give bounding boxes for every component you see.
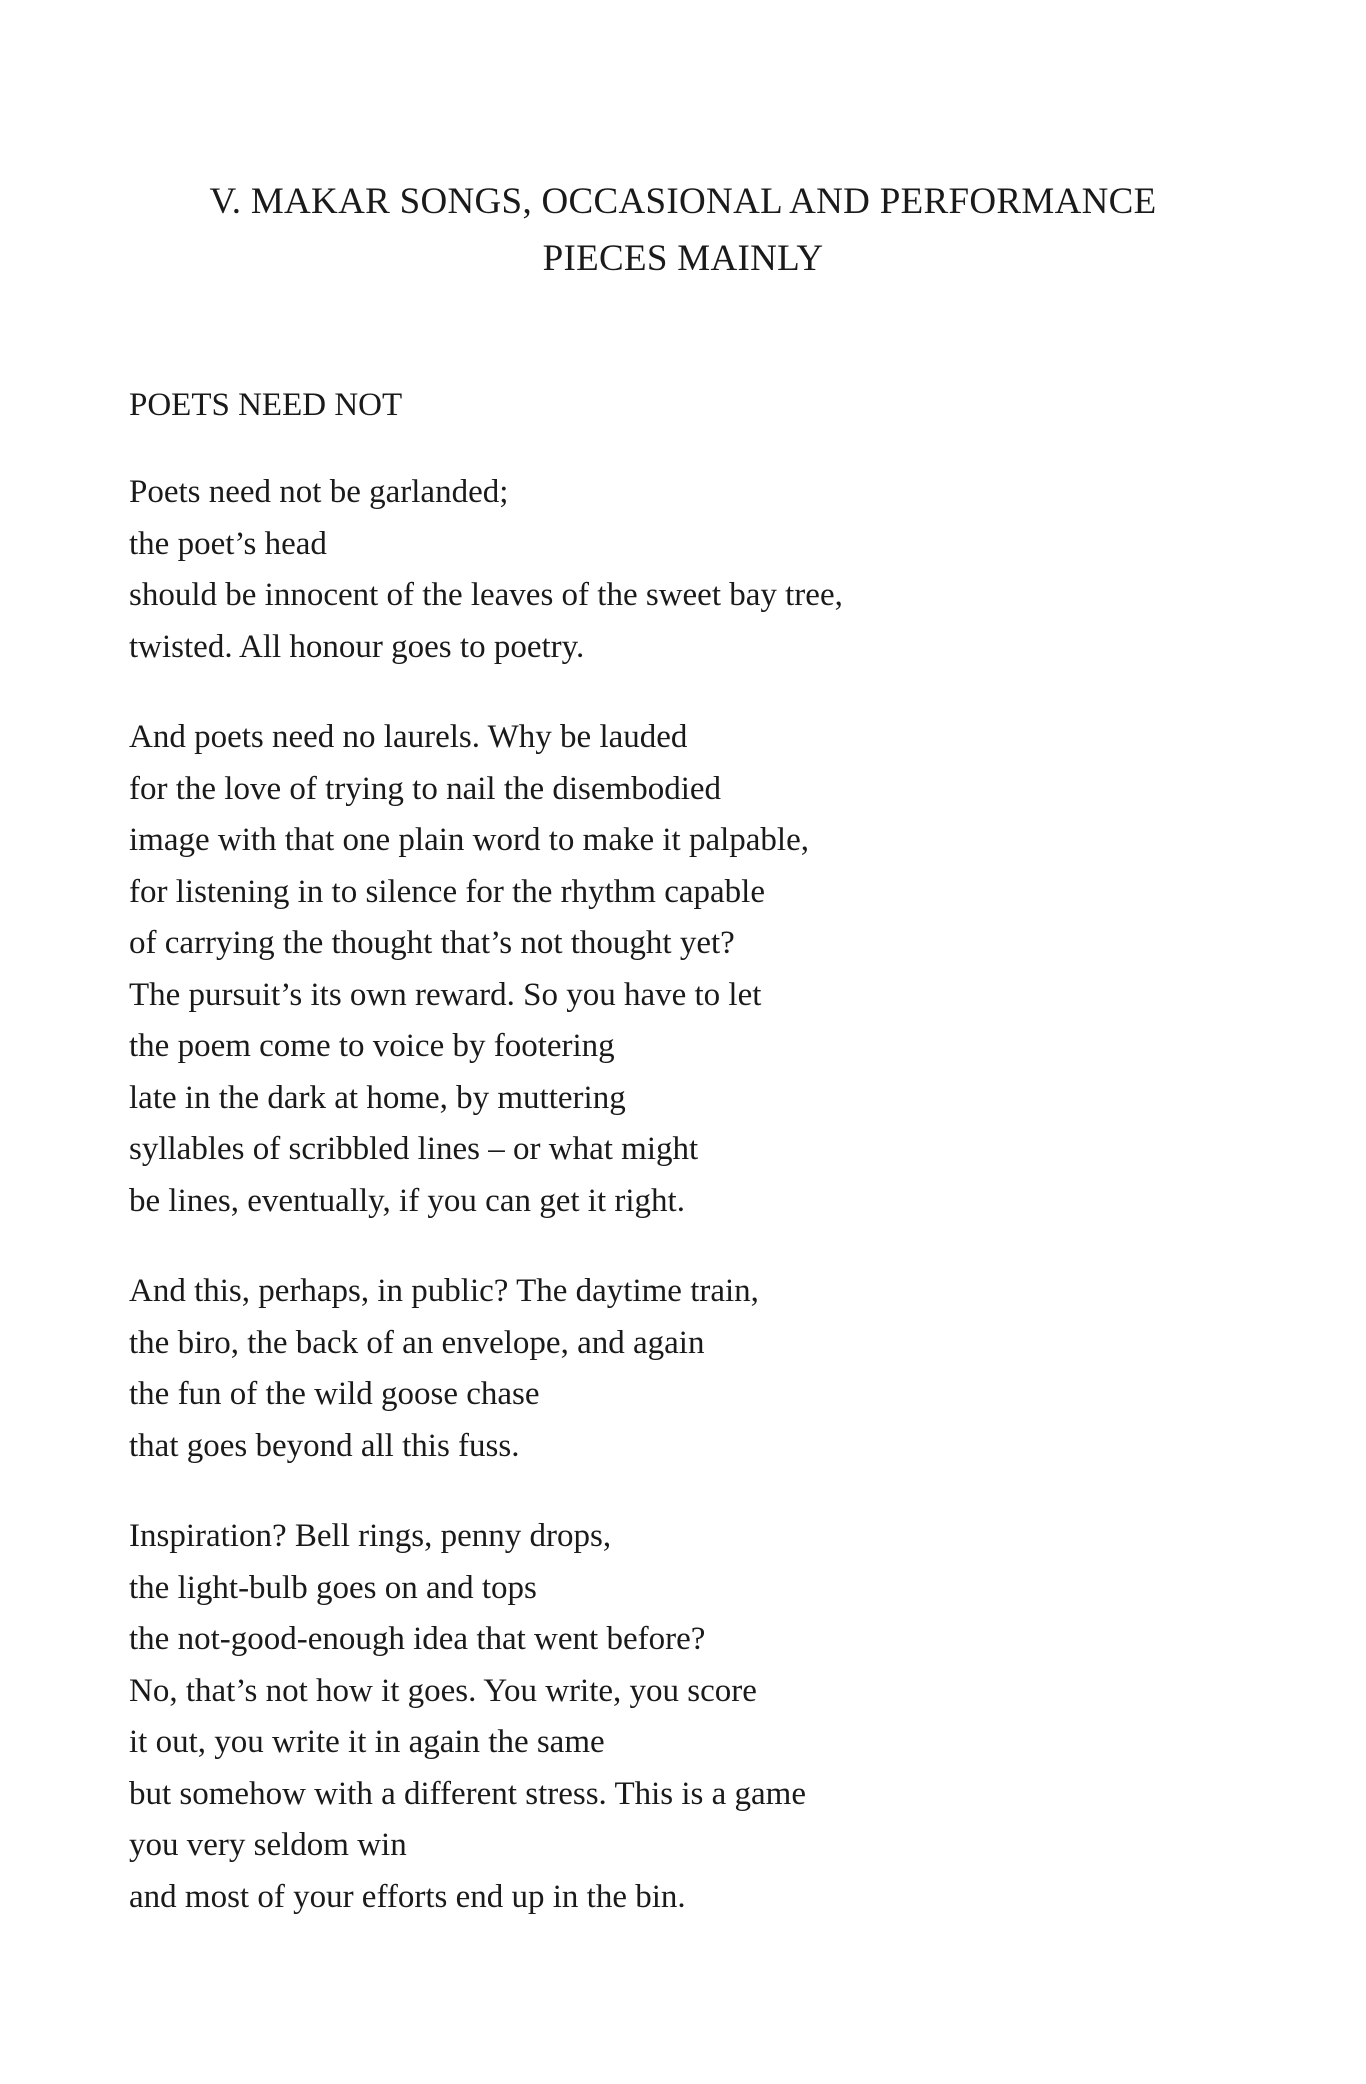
poem-body xyxy=(129,467,1366,1923)
poem-line: that goes beyond all this fuss. xyxy=(129,1427,520,1464)
section-title-line-1: V. MAKAR SONGS, OCCASIONAL AND PERFORMANCE xyxy=(209,181,1157,222)
poem-line: for the love of trying to nail the disembodied xyxy=(129,770,722,807)
poem-line: the light-bulb goes on and tops xyxy=(129,1569,537,1606)
poem-line: the poet’s head xyxy=(129,525,327,562)
poem-line: for listening in to silence for the rhythm capable xyxy=(129,873,765,910)
poem-line: the biro, the back of an envelope, and again xyxy=(129,1324,705,1361)
poem-line: the poem come to voice by footering xyxy=(129,1028,615,1064)
poem-line: you very seldom win xyxy=(129,1827,407,1863)
section-title xyxy=(120,173,1246,287)
poem-line: of carrying the thought that’s not thought yet? xyxy=(129,925,735,961)
stanza-2 xyxy=(129,712,1366,1227)
poem-line: And poets need no laurels. Why be lauded xyxy=(129,719,688,755)
stanza-3 xyxy=(129,1266,1366,1472)
poem-line: and most of your efforts end up in the bin. xyxy=(129,1878,686,1915)
poem-line: No, that’s not how it goes. You write, you score xyxy=(129,1672,757,1709)
poem-line: And this, perhaps, in public? The daytime train, xyxy=(129,1273,759,1309)
poem-line: twisted. All honour goes to poetry. xyxy=(129,628,585,665)
poem-line: be lines, eventually, if you can get it right. xyxy=(129,1182,685,1219)
stanza-4 xyxy=(129,1511,1366,1923)
poem-line: late in the dark at home, by muttering xyxy=(129,1079,626,1116)
poem-line: should be innocent of the leaves of the sweet bay tree, xyxy=(129,577,843,613)
poem-line: Inspiration? Bell rings, penny drops, xyxy=(129,1518,612,1554)
poem-title: POETS NEED NOT xyxy=(129,387,403,423)
poem-line: the not-good-enough idea that went before? xyxy=(129,1621,706,1657)
poem-line: syllables of scribbled lines – or what might xyxy=(129,1131,699,1167)
poem-line: the fun of the wild goose chase xyxy=(129,1376,540,1412)
section-title-line-2: PIECES MAINLY xyxy=(542,238,824,279)
poem-line: it out, you write it in again the same xyxy=(129,1724,605,1760)
poem-line: but somehow with a different stress. This is a game xyxy=(129,1775,806,1812)
poem-line: Poets need not be garlanded; xyxy=(129,474,509,510)
poem-line: The pursuit’s its own reward. So you have to let xyxy=(129,976,762,1013)
stanza-1 xyxy=(129,467,1366,673)
poem-line: image with that one plain word to make it palpable, xyxy=(129,822,809,858)
